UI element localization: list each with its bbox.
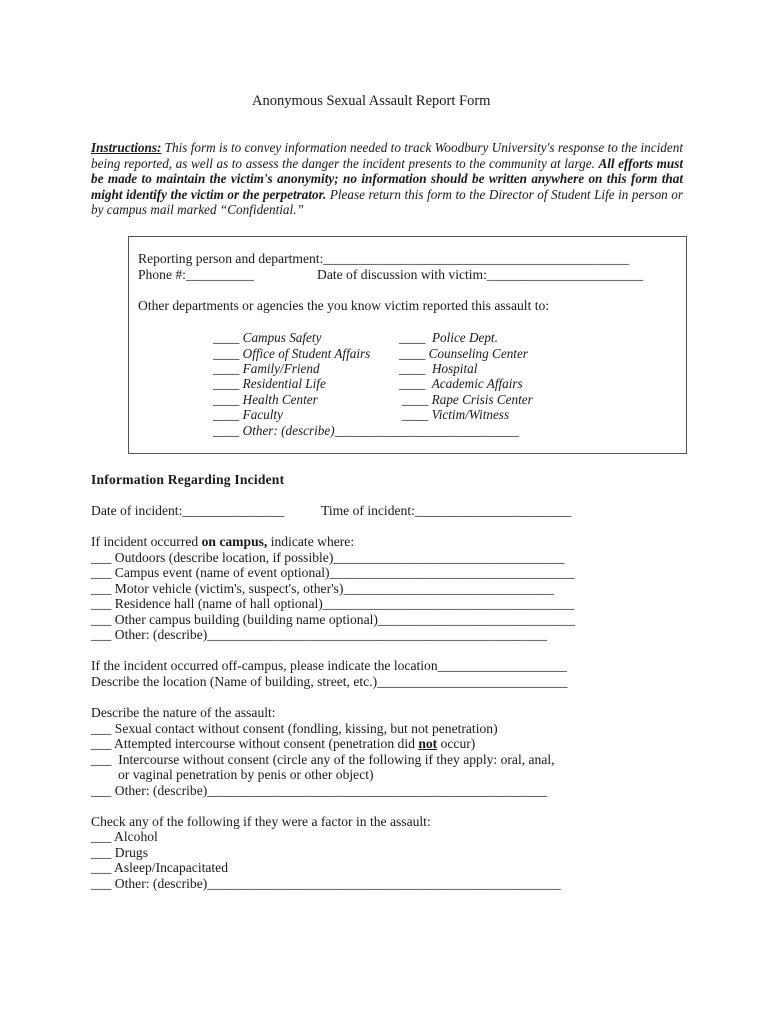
nature-option-intercourse[interactable]: ___ Intercourse without consent (circle any of the following if they apply: oral, anal,	[91, 752, 555, 767]
on-campus-prefix: If incident occurred	[91, 534, 202, 549]
campus-option-vehicle[interactable]: ___ Motor vehicle (victim's, suspect's, other's)_______________________________	[91, 581, 555, 596]
checkbox-family-friend[interactable]: ____ Family/Friend	[213, 361, 320, 376]
checkbox-rape-crisis-center[interactable]: ____ Rape Crisis Center	[402, 392, 533, 407]
factors-heading: Check any of the following if they were a factor in the assault:	[91, 814, 431, 829]
factor-alcohol[interactable]: ___ Alcohol	[91, 829, 158, 844]
attempted-not: not	[418, 736, 438, 751]
campus-option-outdoors[interactable]: ___ Outdoors (describe location, if possible)__________________________________	[91, 550, 565, 565]
page-title: Anonymous Sexual Assault Report Form	[252, 93, 491, 109]
factor-asleep[interactable]: ___ Asleep/Incapacitated	[91, 860, 229, 875]
attempted-prefix: ___ Attempted intercourse without consent (penetration did	[91, 736, 419, 751]
nature-option-other[interactable]: ___ Other: (describe)__________________________________________________	[91, 783, 548, 798]
factor-other[interactable]: ___ Other: (describe)____________________________________________________	[91, 876, 561, 891]
on-campus-label	[91, 534, 354, 550]
instructions-label: Instructions:	[91, 140, 162, 155]
checkbox-other-describe[interactable]: ____ Other: (describe)____________________________	[213, 423, 520, 438]
campus-option-building[interactable]: ___ Other campus building (building name optional)_____________________________	[91, 612, 576, 627]
campus-option-other[interactable]: ___ Other: (describe)__________________________________________________	[91, 627, 548, 642]
nature-option-sexual-contact[interactable]: ___ Sexual contact without consent (fondling, kissing, but not penetration)	[91, 721, 498, 736]
off-campus-location-field[interactable]: If the incident occurred off-campus, please indicate the location___________________	[91, 658, 567, 673]
checkbox-academic-affairs[interactable]: ____ Academic Affairs	[399, 376, 523, 391]
checkbox-campus-safety[interactable]: ____ Campus Safety	[213, 330, 322, 345]
other-departments-label: Other departments or agencies the you know victim reported this assault to:	[138, 298, 550, 313]
instructions	[91, 140, 683, 218]
checkbox-residential-life[interactable]: ____ Residential Life	[213, 376, 326, 391]
campus-option-event[interactable]: ___ Campus event (name of event optional)____________________________________	[91, 565, 575, 580]
checkbox-hospital[interactable]: ____ Hospital	[399, 361, 478, 376]
nature-option-attempted[interactable]	[91, 736, 475, 752]
attempted-suffix: occur)	[437, 736, 476, 751]
checkbox-health-center[interactable]: ____ Health Center	[213, 392, 318, 407]
reporting-person-field[interactable]: Reporting person and department:_____________________________________________	[138, 251, 630, 266]
on-campus-suffix: indicate where:	[267, 534, 355, 549]
phone-field[interactable]: Phone #:__________	[138, 267, 254, 282]
nature-heading: Describe the nature of the assault:	[91, 705, 276, 720]
instructions-text: This form is to convey information needed to track Woodbury University's response to the incident being reported, as well as to assess the danger the incident presents to the community at large.	[91, 140, 683, 171]
instructions-return: Please return this form to the Director of Student Life in person or by campus mail marked “Confidential.”	[91, 186, 683, 218]
time-incident-field[interactable]: Time of incident:_______________________	[321, 503, 572, 518]
checkbox-counseling-center[interactable]: ____ Counseling Center	[399, 346, 528, 361]
date-discussion-field[interactable]: Date of discussion with victim:_______________________	[317, 267, 644, 282]
on-campus-bold: on campus,	[201, 534, 268, 549]
factor-drugs[interactable]: ___ Drugs	[91, 845, 149, 860]
incident-section-heading: Information Regarding Incident	[91, 472, 285, 487]
checkbox-faculty[interactable]: ____ Faculty	[213, 407, 283, 422]
checkbox-victim-witness[interactable]: ____ Victim/Witness	[402, 407, 510, 422]
checkbox-police-dept[interactable]: ____ Police Dept.	[399, 330, 498, 345]
nature-option-intercourse-cont: or vaginal penetration by penis or other object)	[118, 767, 374, 782]
describe-location-field[interactable]: Describe the location (Name of building, street, etc.)____________________________	[91, 674, 568, 689]
instructions-anonymity: All efforts must be made to maintain the victim's anonymity; no information should be written anywhere on this form that might identify the victim or the perpetrator.	[91, 155, 683, 202]
campus-option-residence-hall[interactable]: ___ Residence hall (name of hall optional)_____________________________________	[91, 596, 575, 611]
checkbox-student-affairs[interactable]: ____ Office of Student Affairs	[213, 346, 371, 361]
date-incident-field[interactable]: Date of incident:_______________	[91, 503, 285, 518]
